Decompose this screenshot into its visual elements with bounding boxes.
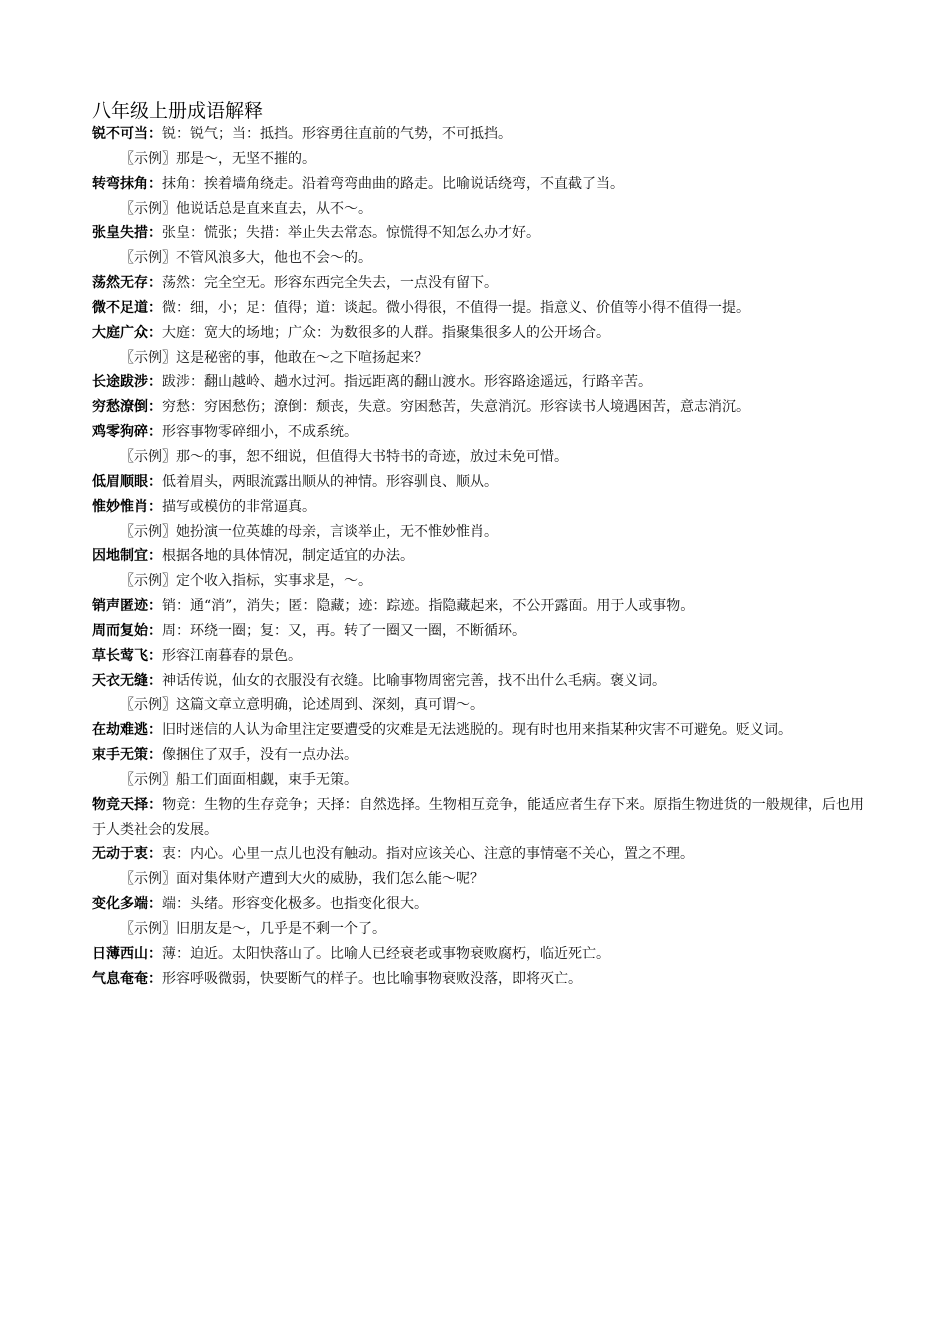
idiom-definition: 形容呼吸微弱，快要断气的样子。也比喻事物衰败没落，即将灭亡。 bbox=[162, 970, 582, 987]
idiom-entry bbox=[92, 892, 864, 917]
idiom-term: 气息奄奄： bbox=[92, 970, 162, 987]
idiom-definition: 形容事物零碎细小，不成系统。 bbox=[162, 424, 358, 441]
idiom-example: 〖示例〗旧朋友是～，几乎是不剩一个了。 bbox=[120, 921, 386, 937]
idiom-term: 荡然无存： bbox=[92, 275, 162, 292]
idiom-definition: 微：细，小；足：值得；道：谈起。微小得很，不值得一提。指意义、价值等小得不值得一提。 bbox=[162, 299, 750, 316]
idiom-definition: 形容江南暮春的景色。 bbox=[162, 647, 302, 664]
idiom-definition: 穷愁：穷困愁伤；潦倒：颓丧，失意。穷困愁苦，失意消沉。形容读书人境遇困苦，意志消沉。 bbox=[162, 399, 750, 416]
idiom-term: 销声匿迹： bbox=[92, 598, 162, 615]
idiom-entry bbox=[92, 420, 864, 445]
idiom-term: 束手无策： bbox=[92, 747, 162, 764]
idiom-example: 〖示例〗船工们面面相觑，束手无策。 bbox=[120, 771, 358, 788]
idiom-example: 〖示例〗这篇文章立意明确，论述周到、深刻，真可谓～。 bbox=[120, 697, 484, 714]
idiom-example: 〖示例〗他说话总是直来直去，从不～。 bbox=[120, 200, 372, 217]
idiom-term: 长途跋涉： bbox=[92, 374, 162, 391]
idiom-entry bbox=[92, 271, 864, 296]
idiom-entry bbox=[92, 321, 864, 346]
idiom-example: 〖示例〗面对集体财产遭到大火的威胁，我们怎么能～呢？ bbox=[120, 871, 484, 888]
idiom-entry bbox=[92, 718, 864, 743]
idiom-term: 日薄西山： bbox=[92, 945, 162, 962]
idiom-definition: 衷：内心。心里一点儿也没有触动。指对应该关心、注意的事情毫不关心，置之不理。 bbox=[162, 846, 694, 863]
idiom-entry bbox=[92, 495, 864, 520]
idiom-term: 微不足道： bbox=[92, 299, 162, 316]
idiom-definition: 描写或模仿的非常逼真。 bbox=[162, 498, 316, 515]
idiom-definition: 大庭：宽大的场地；广众：为数很多的人群。指聚集很多人的公开场合。 bbox=[162, 324, 610, 341]
idiom-definition: 薄：迫近。太阳快落山了。比喻人已经衰老或事物衰败腐朽，临近死亡。 bbox=[162, 945, 610, 962]
idiom-entry bbox=[92, 172, 864, 197]
idiom-definition: 根据各地的具体情况，制定适宜的办法。 bbox=[162, 548, 414, 565]
idiom-example: 〖示例〗那是～，无坚不摧的。 bbox=[120, 150, 316, 167]
idiom-entry bbox=[92, 619, 864, 644]
idiom-definition: 抹角：挨着墙角绕走。沿着弯弯曲曲的路走。比喻说话绕弯，不直截了当。 bbox=[162, 175, 624, 192]
idiom-entry bbox=[92, 594, 864, 619]
idiom-term: 惟妙惟肖： bbox=[92, 498, 162, 515]
idiom-definition: 旧时迷信的人认为命里注定要遭受的灾难是无法逃脱的。现有时也用来指某种灾害不可避免。贬义词。 bbox=[162, 722, 792, 739]
idiom-term: 大庭广众： bbox=[92, 324, 162, 341]
idiom-definition: 神话传说，仙女的衣服没有衣缝。比喻事物周密完善，找不出什么毛病。褒义词。 bbox=[162, 672, 666, 689]
idiom-entry bbox=[92, 942, 864, 967]
idiom-term: 转弯抹角： bbox=[92, 175, 162, 192]
idiom-entry bbox=[92, 296, 864, 321]
idiom-entry bbox=[92, 967, 864, 992]
idiom-entry bbox=[92, 122, 864, 147]
idiom-term: 因地制宜： bbox=[92, 548, 162, 565]
idiom-example: 〖示例〗定个收入指标，实事求是，～。 bbox=[120, 573, 372, 590]
idiom-definition: 物竞：生物的生存竞争；天择：自然选择。生物相互竞争，能适应者生存下来。原指生物进货的一般规律，后也用于人类社会的发展。 bbox=[92, 796, 864, 838]
idiom-term: 张皇失措： bbox=[92, 225, 162, 242]
document-page bbox=[92, 96, 864, 992]
idiom-entry bbox=[92, 842, 864, 867]
idiom-term: 变化多端： bbox=[92, 896, 162, 913]
idiom-definition: 荡然：完全空无。形容东西完全失去，一点没有留下。 bbox=[162, 275, 498, 292]
idiom-term: 锐不可当： bbox=[92, 126, 162, 142]
idiom-entry bbox=[92, 470, 864, 495]
idiom-definition: 销：通“消”，消失；匿：隐藏；迹：踪迹。指隐藏起来，不公开露面。用于人或事物。 bbox=[162, 598, 695, 615]
idiom-term: 在劫难逃： bbox=[92, 722, 162, 739]
idiom-entry bbox=[92, 743, 864, 768]
idiom-term: 天衣无缝： bbox=[92, 672, 162, 689]
idiom-example: 〖示例〗这是秘密的事，他敢在～之下喧扬起来？ bbox=[120, 349, 428, 366]
idiom-example: 〖示例〗不管风浪多大，他也不会～的。 bbox=[120, 250, 372, 267]
idiom-entry bbox=[92, 221, 864, 246]
idiom-example: 〖示例〗她扮演一位英雄的母亲，言谈举止，无不惟妙惟肖。 bbox=[120, 523, 498, 540]
idiom-entry bbox=[92, 669, 864, 694]
idiom-term: 物竞天择： bbox=[92, 796, 163, 813]
idiom-entry bbox=[92, 395, 864, 420]
idiom-definition: 端：头绪。形容变化极多。也指变化很大。 bbox=[162, 896, 428, 913]
idiom-term: 低眉顺眼： bbox=[92, 473, 162, 490]
idiom-definition: 锐：锐气；当：抵挡。形容勇往直前的气势，不可抵挡。 bbox=[162, 126, 512, 142]
idiom-term: 草长莺飞： bbox=[92, 647, 162, 664]
idiom-list bbox=[92, 122, 864, 992]
idiom-example: 〖示例〗那～的事，恕不细说，但值得大书特书的奇迹，放过未免可惜。 bbox=[120, 448, 568, 465]
idiom-definition: 周：环绕一圈；复：又，再。转了一圈又一圈，不断循环。 bbox=[162, 622, 526, 639]
idiom-entry bbox=[92, 793, 864, 843]
idiom-definition: 像捆住了双手，没有一点办法。 bbox=[162, 747, 358, 764]
idiom-entry bbox=[92, 544, 864, 569]
idiom-definition: 张皇：慌张；失措：举止失去常态。惊慌得不知怎么办才好。 bbox=[162, 225, 540, 242]
idiom-term: 穷愁潦倒： bbox=[92, 399, 162, 416]
idiom-definition: 低着眉头，两眼流露出顺从的神情。形容驯良、顺从。 bbox=[162, 473, 498, 490]
idiom-entry bbox=[92, 370, 864, 395]
idiom-term: 无动于衷： bbox=[92, 846, 162, 863]
idiom-term: 鸡零狗碎： bbox=[92, 424, 162, 441]
idiom-definition: 跋涉：翻山越岭、趟水过河。指远距离的翻山渡水。形容路途遥远，行路辛苦。 bbox=[162, 374, 652, 391]
idiom-entry bbox=[92, 644, 864, 669]
page-title: 八年级上册成语解释 bbox=[92, 100, 264, 122]
idiom-term: 周而复始： bbox=[92, 622, 162, 639]
